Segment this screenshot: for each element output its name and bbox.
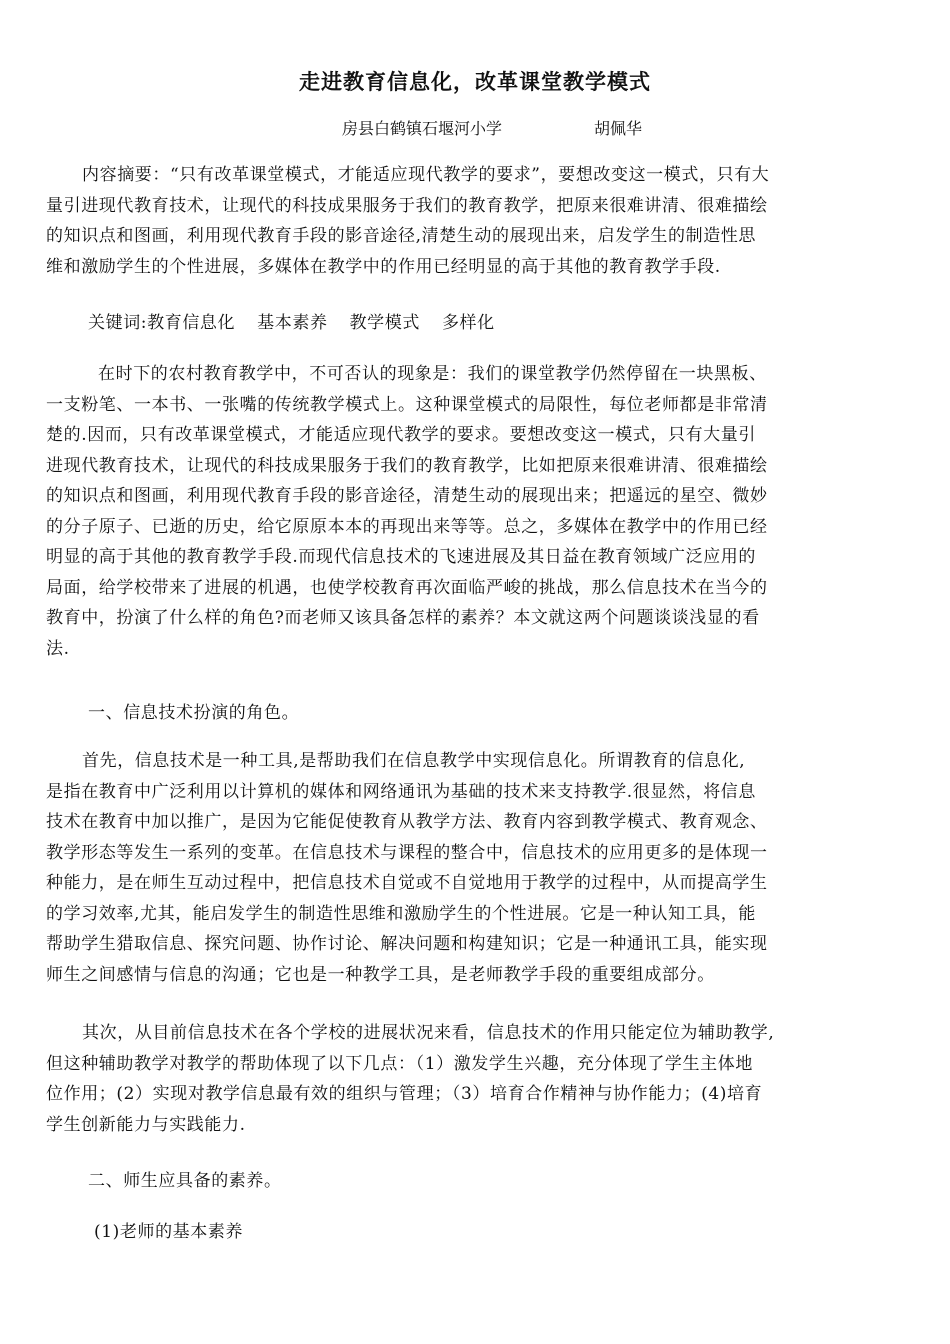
abstract-paragraph [46, 160, 908, 282]
keywords-label: 关键词:教育信息化 [88, 313, 236, 333]
intro-line: 的知识点和图画，利用现代教育手段的影音途径，清楚生动的展现出来；把遥远的星空、微妙 [46, 486, 768, 506]
second-line: 但这种辅助教学对教学的帮助体现了以下几点：（1）激发学生兴趣，充分体现了学生主体地 [46, 1053, 753, 1074]
section-heading-2: 二、师生应具备的素养。 [88, 1171, 282, 1191]
second-line: 学生创新能力与实践能力. [46, 1114, 246, 1135]
author-school: 房县白鹤镇石堰河小学 [342, 119, 503, 138]
first-line: 师生之间感情与信息的沟通；它也是一种教学工具，是老师教学手段的重要组成部分。 [46, 964, 715, 985]
intro-line: 在时下的农村教育教学中，不可否认的现象是：我们的课堂教学仍然停留在一块黑板、 [98, 364, 767, 384]
section-heading-1: 一、信息技术扮演的角色。 [88, 703, 300, 723]
keyword: 教学模式 [349, 313, 420, 333]
intro-line: 明显的高于其他的教育教学手段.而现代信息技术的飞速进展及其日益在教育领域广泛应用的 [46, 547, 757, 567]
abstract-line: 的知识点和图画，利用现代教育手段的影音途径,清楚生动的展现出来，启发学生的制造性思 [46, 226, 757, 246]
first-line: 教学形态等发生一系列的变革。在信息技术与课程的整合中，信息技术的应用更多的是体现一 [46, 842, 768, 863]
first-line: 种能力，是在师生互动过程中，把信息技术自觉或不自觉地用于教学的过程中，从而提高学生 [46, 873, 768, 893]
document-title: 走进教育信息化，改革课堂教学模式 [299, 70, 651, 94]
first-line: 技术在教育中加以推广，是因为它能促使教育从教学方法、教育内容到教学模式、教育观念、 [46, 812, 768, 832]
abstract-line: 内容摘要：“只有改革课堂模式，才能适应现代教学的要求”，要想改变这一模式，只有大 [82, 165, 770, 185]
abstract-line: 量引进现代教育技术，让现代的科技成果服务于我们的教育教学，把原来很难讲清、很难描绘 [46, 195, 768, 216]
keyword: 多样化 [441, 313, 495, 333]
subsection-heading-1: (1)老师的基本素养 [94, 1222, 244, 1242]
first-line: 的学习效率,尤其，能启发学生的制造性思维和激励学生的个性进展。它是一种认知工具，能 [46, 903, 757, 924]
keyword: 基本素养 [257, 313, 328, 333]
intro-line: 局面，给学校带来了进展的机遇，也使学校教育再次面临严峻的挑战，那么信息技术在当今的 [46, 577, 768, 598]
abstract-line: 维和激励学生的个性进展，多媒体在教学中的作用已经明显的高于其他的教育教学手段. [46, 256, 721, 277]
keywords-line [88, 308, 950, 339]
first-line: 是指在教育中广泛利用以计算机的媒体和网络通讯为基础的技术来支持教学.很显然，将信息 [46, 781, 757, 802]
intro-line: 的分子原子、已逝的历史，给它原原本本的再现出来等等。总之，多媒体在教学中的作用已经 [46, 516, 768, 537]
intro-line: 教育中，扮演了什么样的角色?而老师又该具备怎样的素养？本文就这两个问题谈谈浅显的看 [46, 608, 760, 628]
second-line: 其次，从目前信息技术在各个学校的进展状况来看，信息技术的作用只能定位为辅助教学, [82, 1023, 775, 1043]
first-line: 首先，信息技术是一种工具,是帮助我们在信息教学中实现信息化。所谓教育的信息化, [82, 751, 746, 771]
author-name: 胡佩华 [594, 119, 643, 138]
intro-paragraph [46, 359, 908, 664]
second-paragraph [46, 1018, 908, 1140]
intro-line: 进现代教育技术，让现代的科技成果服务于我们的教育教学，比如把原来很难讲清、很难描绘 [46, 455, 768, 476]
first-line: 帮助学生猎取信息、探究问题、协作讨论、解决问题和构建知识；它是一种通讯工具，能实现 [46, 934, 768, 954]
intro-line: 楚的.因而，只有改革课堂模式，才能适应现代教学的要求。要想改变这一模式，只有大量引 [46, 425, 757, 445]
second-line: 位作用；(2）实现对教学信息最有效的组织与管理；（3）培育合作精神与协作能力；(4)培育 [46, 1084, 763, 1104]
intro-line: 一支粉笔、一本书、一张嘴的传统教学模式上。这种课堂模式的局限性，每位老师都是非常清 [46, 394, 768, 415]
first-paragraph [46, 746, 908, 990]
intro-line: 法. [46, 638, 70, 659]
